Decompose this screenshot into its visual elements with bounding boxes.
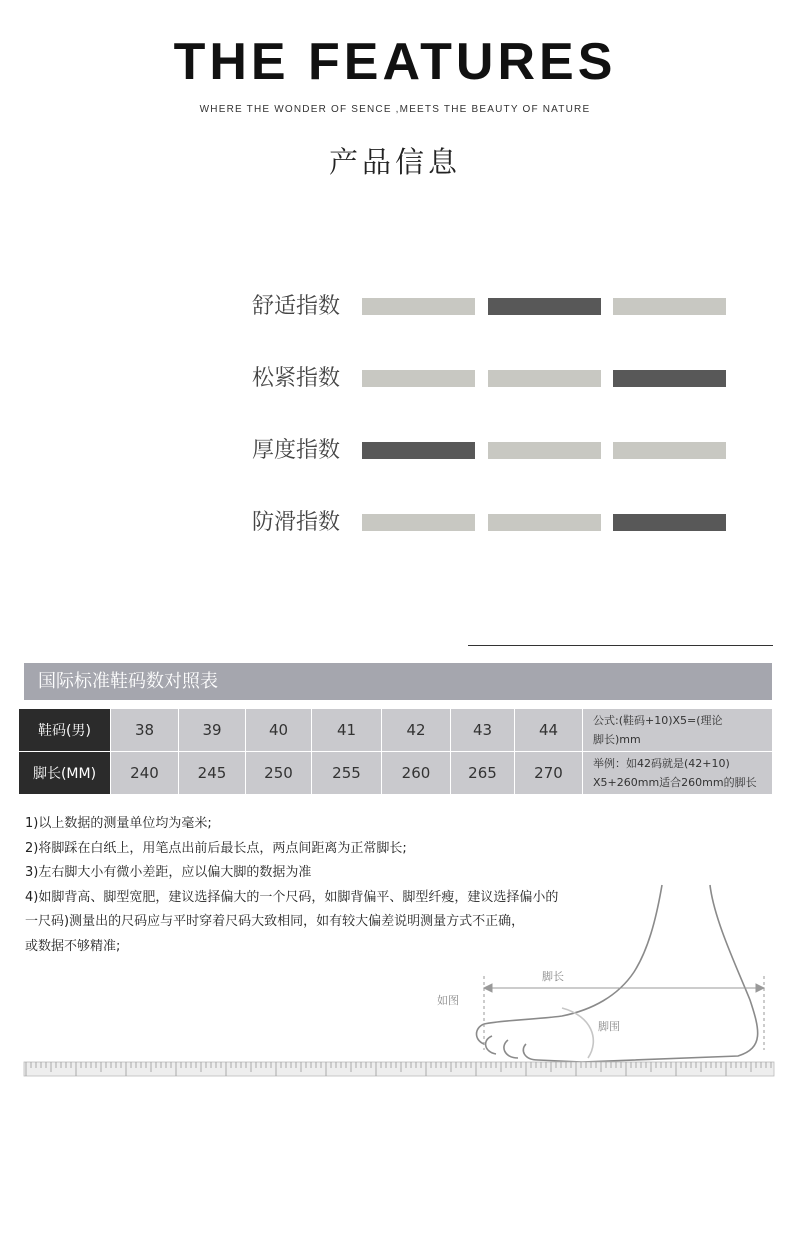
table-row (19, 752, 773, 795)
note-line: 1)以上数据的测量单位均为毫米; (25, 816, 212, 831)
length-cell: 270 (515, 752, 583, 795)
size-chart-table (18, 708, 773, 795)
note-line: 或数据不够精准; (25, 938, 121, 954)
label-foot-girth: 脚围 (598, 1020, 620, 1033)
example-line: 举例：如42码就是(42+10) (593, 757, 730, 770)
index-segment-3 (613, 442, 726, 459)
foot-measure-illustration (22, 880, 778, 1080)
note-line: 3)左右脚大小有微小差距，应以偏大脚的数据为准 (25, 865, 312, 880)
size-cell: 38 (111, 709, 179, 752)
example-line: X5+260mm适合260mm的脚长 (593, 776, 757, 789)
label-as-shown: 如图 (437, 994, 459, 1007)
note-line: 一尺码)测量出的尺码应与平时穿着尺码大致相同，如有较大偏差说明测量方式不正确， (25, 914, 525, 929)
length-cell: 245 (179, 752, 246, 795)
product-info-title: 产品信息 (328, 145, 461, 179)
features-title: THE FEATURES (173, 33, 617, 91)
index-label: 厚度指数 (252, 438, 341, 463)
note-line: 4)如脚背高、脚型宽肥，建议选择偏大的一个尺码，如脚背偏平、脚型纤瘦，建议选择偏小的 (25, 889, 559, 905)
note-line: 2)将脚踩在白纸上，用笔点出前后最长点，两点间距离为正常脚长; (25, 840, 407, 856)
divider-line (468, 645, 773, 646)
row-label-size: 鞋码(男) (19, 709, 111, 752)
size-cell: 40 (246, 709, 312, 752)
length-cell: 250 (246, 752, 312, 795)
index-segment-3 (613, 514, 726, 531)
size-chart-title: 国际标准鞋码数对照表 (24, 663, 772, 700)
index-segment-1 (362, 298, 475, 315)
size-cell: 43 (451, 709, 515, 752)
size-cell: 41 (312, 709, 382, 752)
index-row-thickness (252, 434, 732, 468)
ruler (24, 1062, 774, 1076)
index-segment-2 (488, 370, 601, 387)
row-label-length: 脚长(MM) (19, 752, 111, 795)
index-segment-3 (613, 298, 726, 315)
index-segment-1 (362, 442, 475, 459)
index-row-fit (252, 362, 732, 396)
size-cell: 39 (179, 709, 246, 752)
index-segment-3 (613, 370, 726, 387)
formula-line: 公式:(鞋码+10)X5=(理论 (593, 714, 723, 727)
features-subtitle: WHERE THE WONDER OF SENCE ,MEETS THE BEAUTY OF NATURE (199, 104, 591, 115)
length-cell: 255 (312, 752, 382, 795)
size-cell: 42 (382, 709, 451, 752)
length-cell: 265 (451, 752, 515, 795)
index-label: 舒适指数 (252, 294, 341, 319)
index-row-antislip (252, 506, 732, 540)
index-label: 松紧指数 (252, 366, 341, 391)
index-row-comfort (252, 290, 732, 324)
index-segment-1 (362, 514, 475, 531)
length-cell: 260 (382, 752, 451, 795)
formula-line: 脚长)mm (593, 733, 641, 746)
example-note (583, 752, 773, 795)
table-row (19, 709, 773, 752)
label-foot-length: 脚长 (542, 970, 564, 983)
formula-note (583, 709, 773, 752)
index-segment-2 (488, 514, 601, 531)
index-label: 防滑指数 (252, 510, 341, 535)
index-segment-1 (362, 370, 475, 387)
index-segment-2 (488, 298, 601, 315)
index-segment-2 (488, 442, 601, 459)
size-cell: 44 (515, 709, 583, 752)
length-cell: 240 (111, 752, 179, 795)
